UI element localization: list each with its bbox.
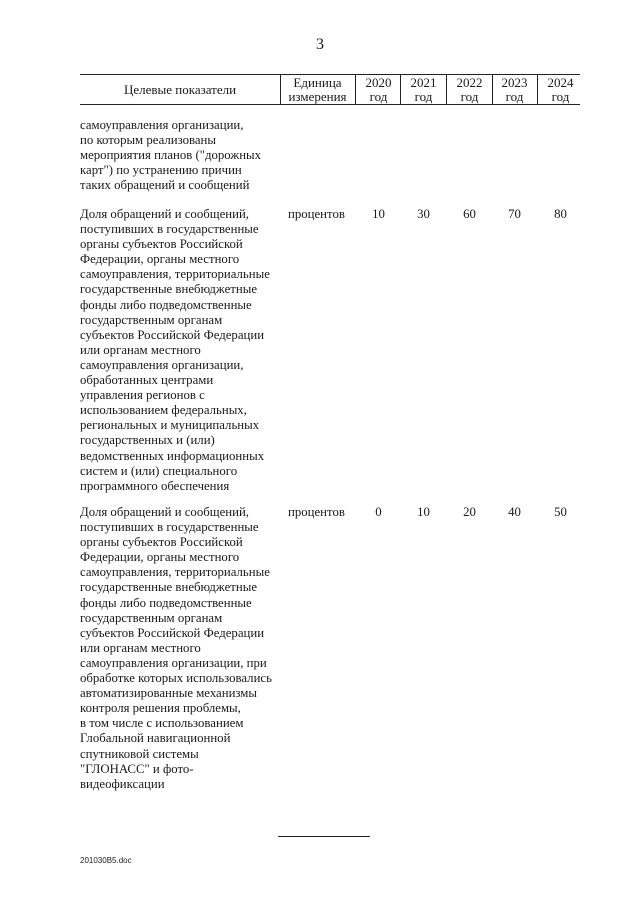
column-header-unit-line1: Единица xyxy=(293,75,342,90)
text-line: государственным органам xyxy=(80,610,223,625)
footer-rule xyxy=(278,836,370,837)
text-line: самоуправления организации, при xyxy=(80,655,267,670)
text-line: самоуправления организации, xyxy=(80,118,244,132)
text-line: самоуправления организации, xyxy=(80,357,244,372)
text-line: региональных и муниципальных xyxy=(80,418,260,433)
text-line: управления регионов с xyxy=(80,388,205,403)
text-line: карт") по устранению причин xyxy=(80,163,242,178)
text-line: Глобальной навигационной xyxy=(80,731,231,746)
value-cell-2023: 40 xyxy=(508,505,521,519)
column-separator xyxy=(355,74,356,104)
text-line: субъектов Российской Федерации xyxy=(80,625,265,640)
column-header-year xyxy=(493,76,536,104)
column-header-indicators: Целевые показатели xyxy=(123,82,237,97)
value-cell-2022: 20 xyxy=(463,505,476,519)
text-line: мероприятия планов ("дорожных xyxy=(80,148,262,163)
year-number: 2020 xyxy=(365,75,392,90)
value-cell-2020: 10 xyxy=(372,207,385,221)
text-line: органы субъектов Российской xyxy=(80,237,243,252)
text-line: государственных и (или) xyxy=(80,433,215,448)
value-cell-2020: 0 xyxy=(375,505,382,519)
column-header-unit-line2: измерения xyxy=(288,89,347,104)
column-header-unit xyxy=(280,76,355,104)
text-line: органы субъектов Российской xyxy=(80,535,243,550)
column-separator xyxy=(400,74,401,104)
table-row-indicator-text xyxy=(80,505,290,792)
text-line: поступивших в государственные xyxy=(80,222,259,237)
document-code: 201030B5.doc xyxy=(80,856,132,865)
text-line: государственные внебюджетные xyxy=(80,580,258,595)
value-cell-2024: 80 xyxy=(554,207,567,221)
text-line: государственные внебюджетные xyxy=(80,282,258,297)
year-number: 2023 xyxy=(501,75,528,90)
year-label: год xyxy=(460,89,479,104)
text-line: Федерации, органы местного xyxy=(80,550,240,565)
text-line: в том числе с использованием xyxy=(80,716,244,731)
table-row-continuation-text xyxy=(80,118,290,193)
table-row-indicator-text xyxy=(80,207,290,494)
text-line: Доля обращений и сообщений, xyxy=(80,207,250,221)
text-line: фонды либо подведомственные xyxy=(80,595,252,610)
unit-cell: процентов xyxy=(288,505,345,519)
text-line: автоматизированные механизмы xyxy=(80,686,257,701)
column-header-year xyxy=(357,76,400,104)
value-cell-2022: 60 xyxy=(463,207,476,221)
text-line: программного обеспечения xyxy=(80,478,230,493)
column-header-year xyxy=(402,76,445,104)
column-header-year xyxy=(539,76,582,104)
text-line: государственным органам xyxy=(80,312,223,327)
text-line: обработанных центрами xyxy=(80,373,214,388)
text-line: контроля решения проблемы, xyxy=(80,701,241,716)
column-separator xyxy=(537,74,538,104)
column-header-year xyxy=(448,76,491,104)
value-cell-2024: 50 xyxy=(554,505,567,519)
year-label: год xyxy=(414,89,433,104)
text-line: поступивших в государственные xyxy=(80,520,259,535)
year-number: 2022 xyxy=(456,75,483,90)
text-line: самоуправления, территориальные xyxy=(80,565,270,580)
value-cell-2023: 70 xyxy=(508,207,521,221)
text-line: Федерации, органы местного xyxy=(80,252,240,267)
text-line: таких обращений и сообщений xyxy=(80,178,250,193)
page-number: 3 xyxy=(316,36,324,53)
text-line: или органам местного xyxy=(80,640,201,655)
text-line: по которым реализованы xyxy=(80,133,216,148)
unit-cell: процентов xyxy=(288,207,345,221)
text-line: ведомственных информационных xyxy=(80,448,265,463)
text-line: самоуправления, территориальные xyxy=(80,267,270,282)
year-label: год xyxy=(505,89,524,104)
value-cell-2021: 30 xyxy=(417,207,430,221)
year-label: год xyxy=(369,89,388,104)
text-line: субъектов Российской Федерации xyxy=(80,327,265,342)
text-line: систем и (или) специального xyxy=(80,463,238,478)
text-line: использованием федеральных, xyxy=(80,403,247,418)
table-header-bottom-rule xyxy=(80,104,580,105)
text-line: обработке которых использовались xyxy=(80,671,272,686)
text-line: видеофиксации xyxy=(80,776,165,791)
text-line: спутниковой системы xyxy=(80,746,199,761)
year-number: 2021 xyxy=(410,75,437,90)
text-line: фонды либо подведомственные xyxy=(80,297,252,312)
column-separator xyxy=(446,74,447,104)
value-cell-2021: 10 xyxy=(417,505,430,519)
text-line: или органам местного xyxy=(80,342,201,357)
year-number: 2024 xyxy=(547,75,574,90)
text-line: Доля обращений и сообщений, xyxy=(80,505,250,519)
text-line: "ГЛОНАСС" и фото- xyxy=(80,761,194,776)
year-label: год xyxy=(551,89,570,104)
